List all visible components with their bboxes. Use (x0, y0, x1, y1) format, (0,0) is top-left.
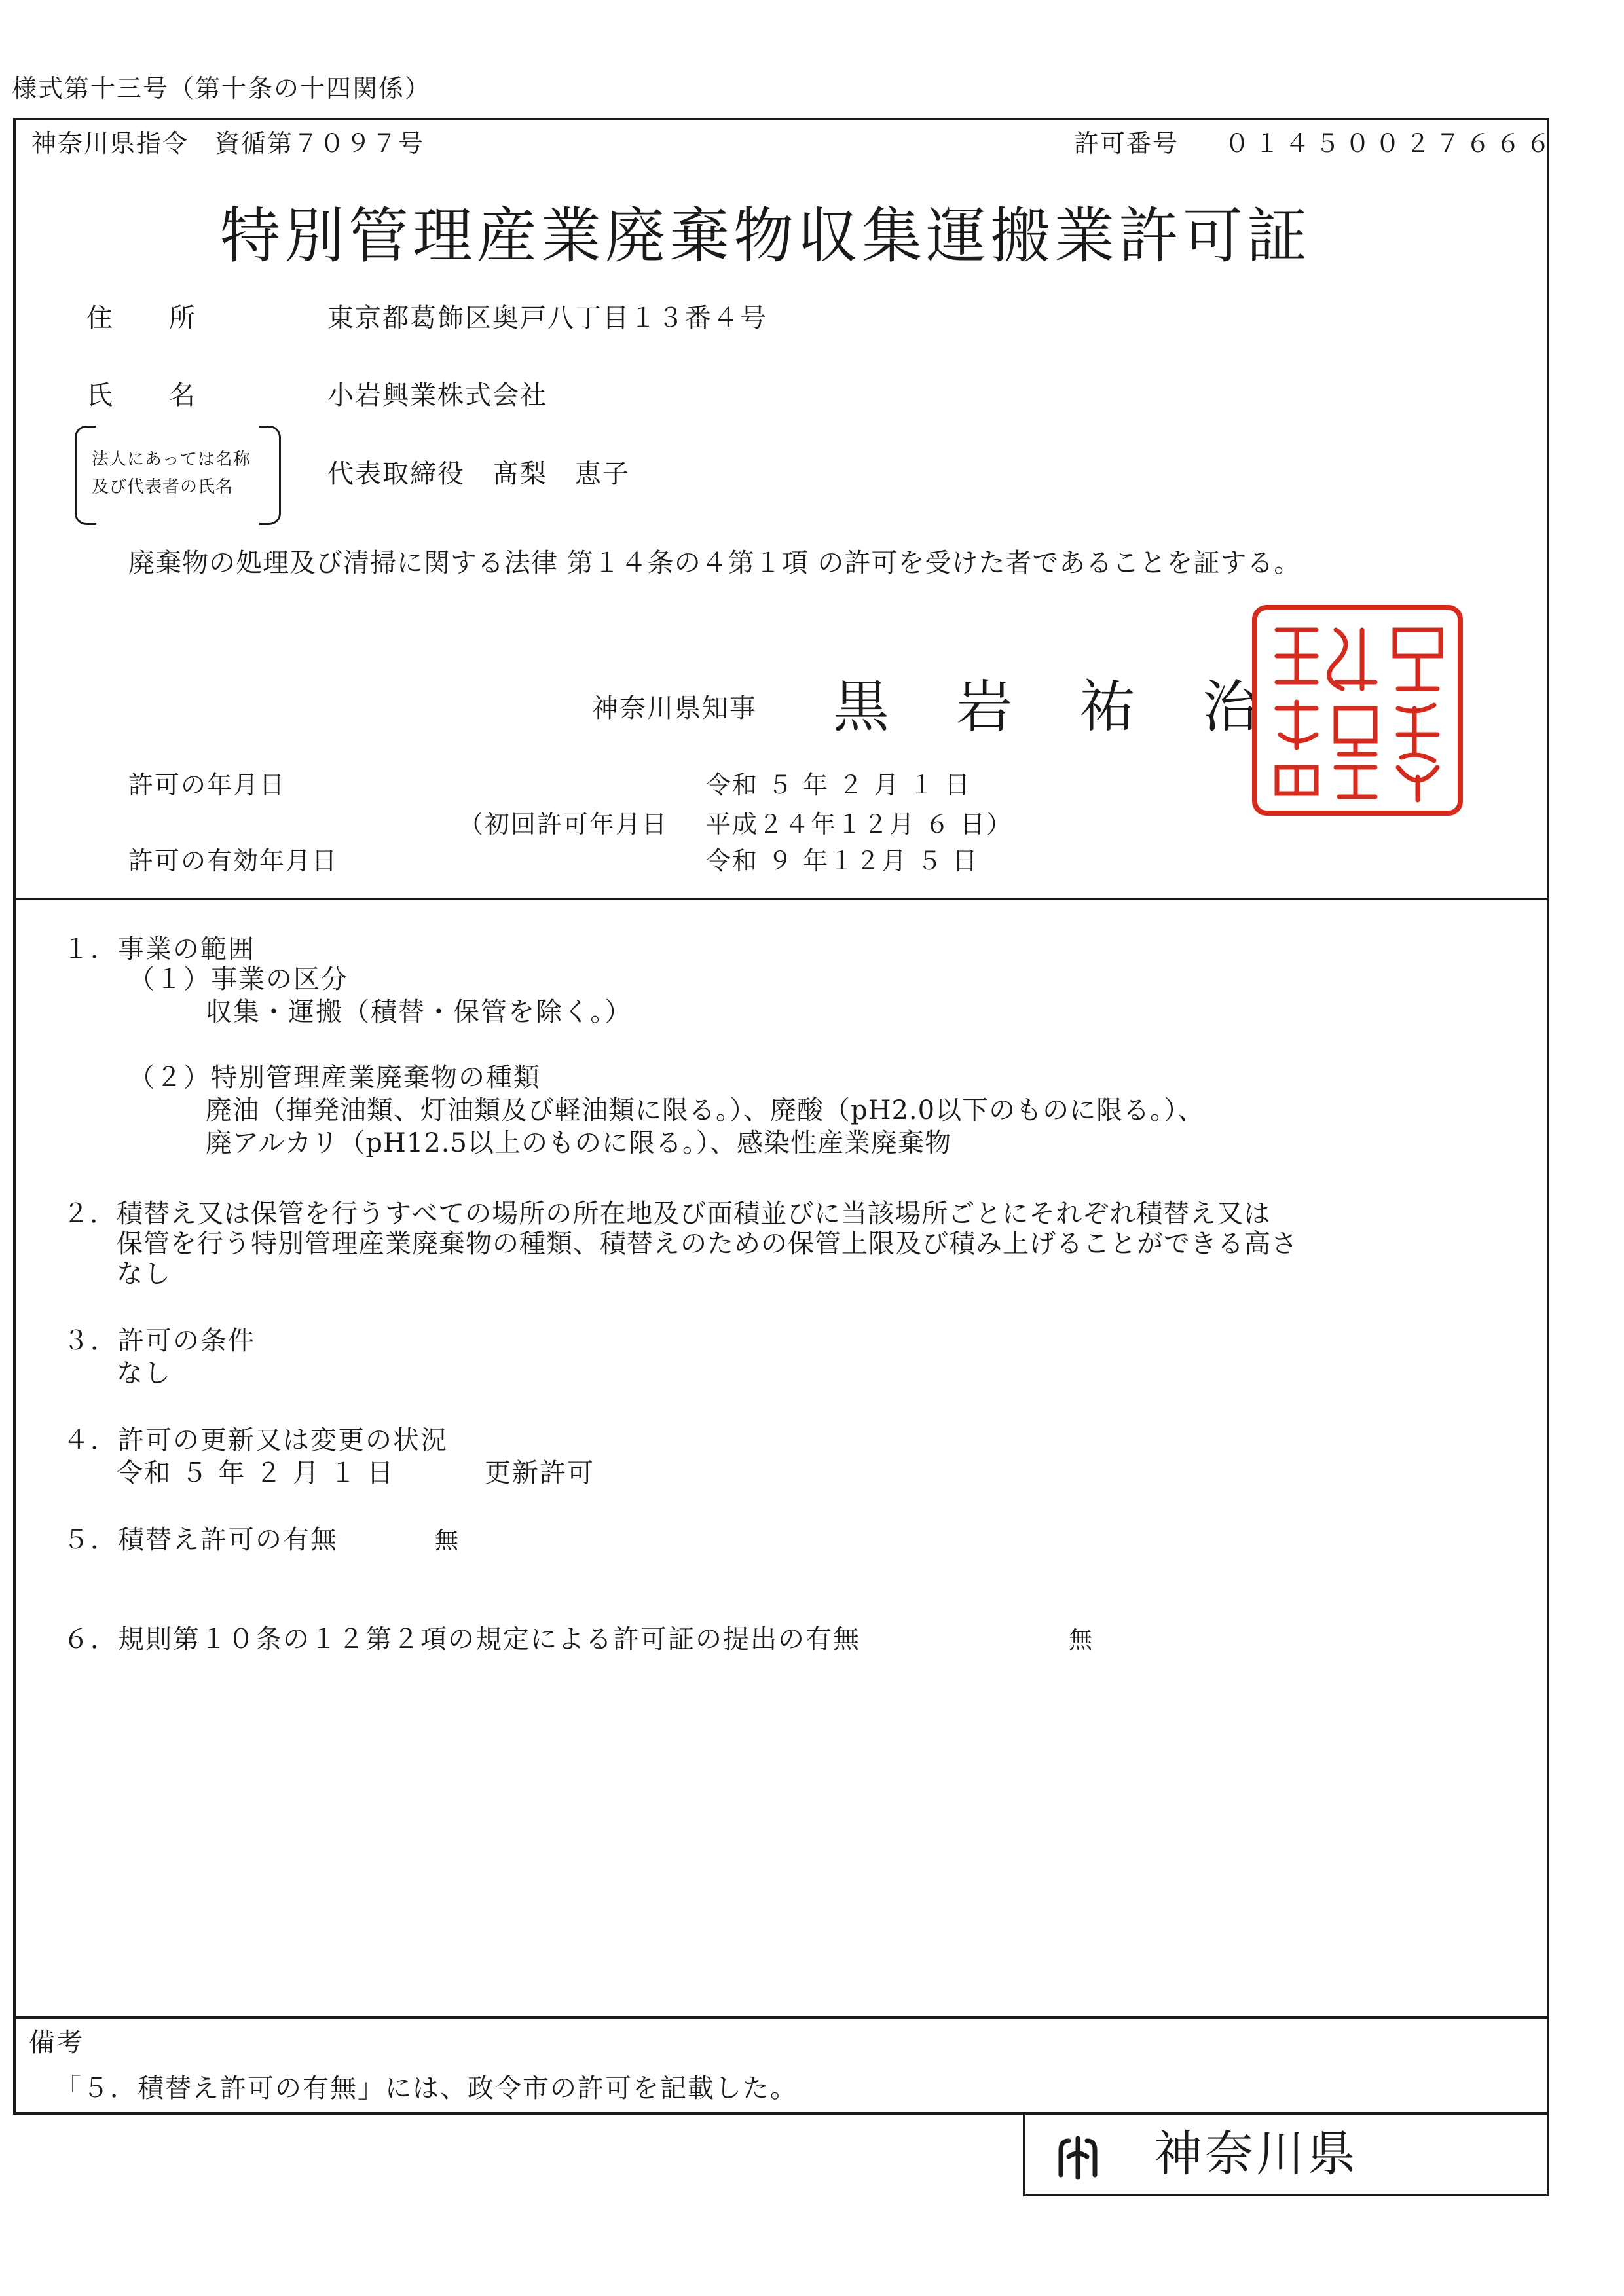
name-value: 小岩興業株式会社 (327, 380, 547, 410)
item-4-status: 更新許可 (485, 1458, 595, 1488)
remarks-label: 備考 (29, 2028, 84, 2058)
permit-date-label: 許可の年月日 (128, 771, 286, 799)
corp-note-line1: 法人にあっては名称 (92, 450, 251, 469)
item-1-1-heading: （１）事業の区分 (128, 964, 348, 994)
item-6-value: 無 (1069, 1627, 1094, 1654)
item-1-2-heading: （２）特別管理産業廃棄物の種類 (128, 1063, 541, 1093)
item-1-1-value: 収集・運搬（積替・保管を除く。） (206, 997, 633, 1027)
address-value: 東京都葛飾区奥戸八丁目１３番４号 (327, 303, 767, 333)
directive-number: 神奈川県指令 資循第７０９７号 (31, 129, 425, 158)
address-label: 住 所 (86, 303, 196, 333)
form-label: 様式第十三号（第十条の十四関係） (12, 74, 432, 103)
first-permit-date-label: （初回許可年月日 (458, 810, 669, 839)
item-2-heading-cont: 保管を行う特別管理産業廃棄物の種類、積替えのための保管上限及び積み上げることができる高さ (117, 1229, 1298, 1259)
permit-date-value: 令和 ５ 年 ２ 月 １ 日 (706, 771, 971, 799)
item-5-heading: ５．積替え許可の有無 (63, 1525, 338, 1555)
permit-number-label: 許可番号 (1074, 129, 1179, 158)
governor-title: 神奈川県知事 (592, 693, 757, 723)
item-3-value: なし (117, 1358, 172, 1389)
document-title: 特別管理産業廃棄物収集運搬業許可証 (220, 201, 1312, 271)
official-seal-icon (1251, 604, 1464, 817)
governor-name: 黒 岩 祐 治 (833, 674, 1264, 740)
prefecture-emblem-icon (1052, 2130, 1104, 2183)
item-1-2-value-line2: 廃アルカリ（pH12.5以上のものに限る。）、感染性産業廃棄物 (206, 1128, 951, 1158)
corp-note-right-bracket (259, 426, 281, 525)
expiry-date-label: 許可の有効年月日 (128, 847, 339, 875)
expiry-date-value: 令和 ９ 年１２月 ５ 日 (706, 847, 979, 875)
footer-prefecture-name: 神奈川県 (1154, 2126, 1358, 2182)
item-5-value: 無 (435, 1527, 460, 1554)
item-1-2-value-line1: 廃油（揮発油類、灯油類及び軽油類に限る。）、廃酸（pH2.0以下のものに限る。）、 (206, 1095, 1205, 1125)
item-3-heading: ３．許可の条件 (63, 1326, 255, 1356)
remarks-text: 「５．積替え許可の有無」には、政令市の許可を記載した。 (55, 2073, 798, 2104)
item-6-heading: ６．規則第１０条の１２第２項の規定による許可証の提出の有無 (63, 1624, 860, 1654)
item-2-value: なし (117, 1259, 172, 1289)
name-label: 氏 名 (86, 380, 196, 410)
item-4-heading: ４．許可の更新又は変更の状況 (63, 1425, 448, 1455)
certification-statement: 廃棄物の処理及び清掃に関する法律 第１４条の４第１項 の許可を受けた者であることを証する。 (128, 548, 1301, 578)
representative: 代表取締役 髙梨 恵子 (327, 459, 630, 489)
item-2-heading: ２．積替え又は保管を行うすべての場所の所在地及び面積並びに当該場所ごとにそれぞれ積替え又は (63, 1199, 1271, 1229)
item-1-heading: １．事業の範囲 (63, 934, 255, 964)
first-permit-date-value: 平成２４年１２月 ６ 日） (706, 810, 1013, 839)
corp-note-line2: 及び代表者の氏名 (92, 477, 234, 497)
permit-number: ０１４５００２７６６６ (1225, 129, 1557, 158)
item-4-date: 令和 ５ 年 ２ 月 １ 日 (117, 1458, 395, 1488)
